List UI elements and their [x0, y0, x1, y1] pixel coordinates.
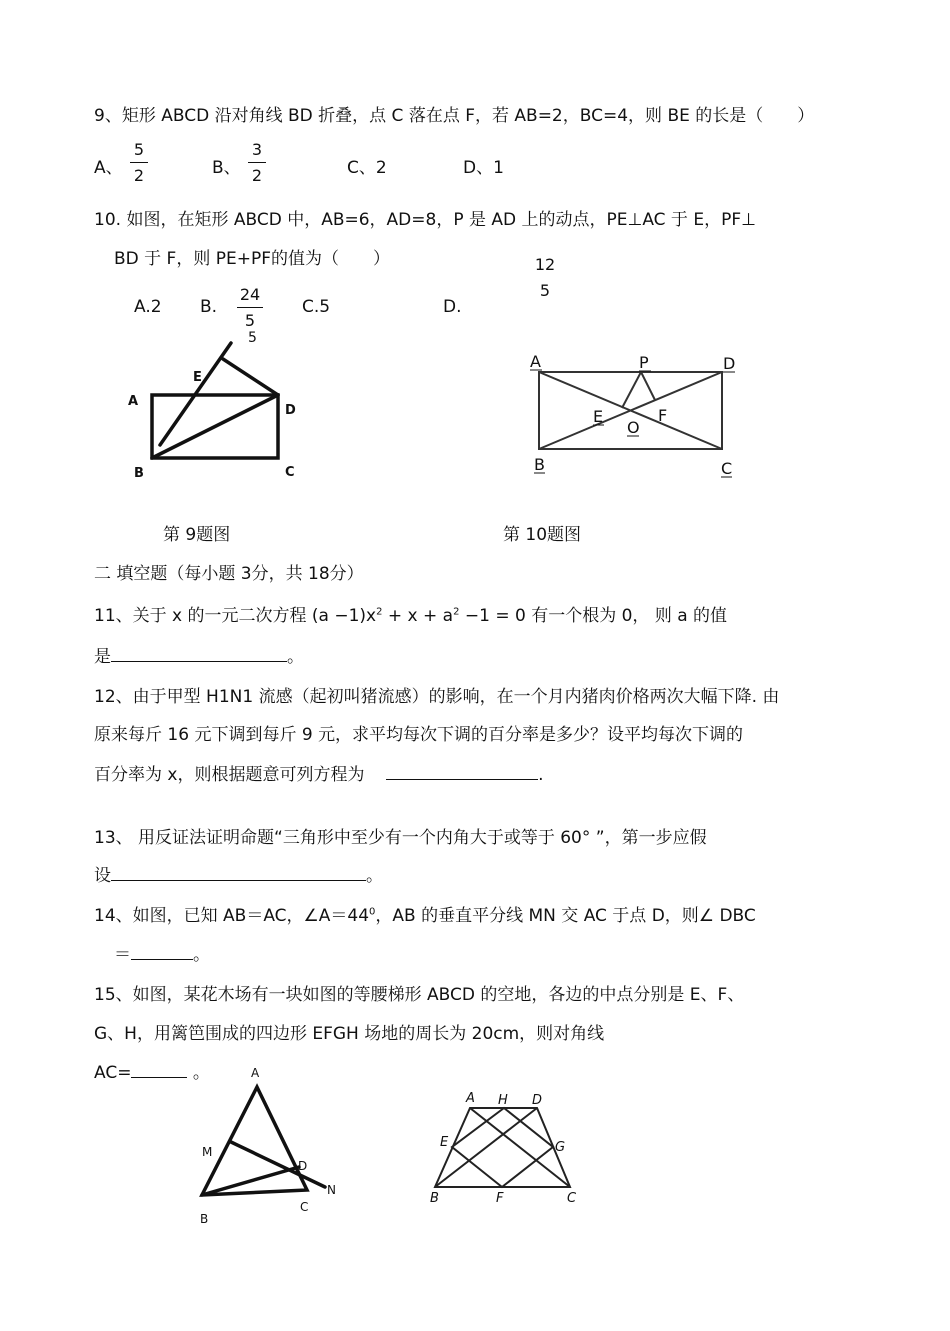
q11-exponent-1: 2: [376, 606, 383, 618]
label-f: F: [658, 406, 668, 425]
denominator: 5: [244, 311, 256, 330]
q10-option-b-fraction: [237, 285, 263, 330]
q9-option-a-label: A、: [94, 158, 123, 178]
q13-line2-text: 设: [94, 866, 111, 886]
q12-answer-blank[interactable]: [386, 779, 538, 780]
q15-line2: G、H，用篱笆围成的四边形 EFGH 场地的周长为 20cm，则对角线: [94, 1024, 605, 1044]
label-b: B: [134, 466, 144, 481]
label-a: A: [530, 352, 541, 371]
label-c: C: [285, 465, 295, 480]
label-d: D: [532, 1093, 543, 1108]
q11-line2-text: 是: [94, 647, 111, 667]
numerator: 5: [133, 140, 145, 159]
q9-option-a-fraction: [130, 140, 148, 185]
q11-prefix: 11、关于 x 的一元二次方程 (a −1)x: [94, 606, 377, 626]
numerator: 24: [239, 285, 261, 304]
q11-line1: [94, 601, 727, 626]
label-n: N: [327, 1183, 336, 1197]
q14-prefix: 14、如图，已知 AB＝AC，∠A＝44: [94, 906, 370, 926]
folded-line-fd: [223, 359, 278, 395]
q13-line2: [94, 861, 383, 886]
label-p: P: [639, 353, 649, 372]
numerator: 3: [251, 140, 263, 159]
q10-option-b-label: B.: [200, 297, 218, 317]
q9-option-b-label: B、: [212, 158, 241, 178]
label-d: D: [298, 1159, 308, 1173]
q11-suffix: −1 = 0 有一个根为 0， 则 a 的值: [459, 606, 728, 626]
q15-line3-text: AC=: [94, 1063, 132, 1083]
fraction-bar: [237, 307, 263, 308]
q12-line2: 原来每斤 16 元下调到每斤 9 元，求平均每次下调的百分率是多少？设平均每次下调的: [94, 725, 744, 745]
q14-degree: 0: [369, 906, 376, 918]
q14-line2-prefix: ＝: [114, 945, 131, 965]
figure-9: [120, 335, 320, 485]
q13-line1: 13、 用反证法证明命题“三角形中至少有一个内角大于或等于 60° ”，第一步应假: [94, 828, 707, 848]
label-c: C: [721, 459, 733, 478]
q9-stem: 9、矩形 ABCD 沿对角线 BD 折叠，点 C 落在点 F，若 AB=2，BC=4，则 BE 的长是（ ）: [94, 106, 815, 126]
q10-stem-line2: BD 于 F，则 PE+PF的值为（ ）: [114, 249, 391, 269]
q10-stray-digit: 5: [248, 330, 257, 346]
label-e: E: [440, 1135, 449, 1150]
numerator: 12: [534, 255, 556, 274]
label-h: H: [498, 1093, 508, 1108]
q15-end: 。: [187, 1063, 210, 1083]
q10-option-d-fraction: [532, 255, 558, 300]
q15-line3: [94, 1058, 210, 1083]
label-b: B: [200, 1212, 209, 1226]
q14-suffix: ，AB 的垂直平分线 MN 交 AC 于点 D，则∠ DBC: [375, 906, 756, 926]
segment-pe: [622, 372, 641, 408]
fraction-bar: [532, 277, 558, 278]
q12-end: .: [538, 765, 544, 785]
fraction-bar: [130, 162, 148, 163]
fraction-bar: [248, 162, 266, 163]
figure-9-caption: 第 9题图: [163, 525, 231, 545]
quadrilateral-efgh: [452, 1108, 553, 1187]
perpendicular-bisector-mn: [231, 1142, 325, 1187]
q10-option-c: C.5: [302, 297, 331, 317]
label-b: B: [430, 1191, 439, 1206]
figure-10: [525, 350, 745, 480]
label-a: A: [251, 1066, 260, 1080]
figure-10-caption: 第 10题图: [503, 525, 582, 545]
label-o: O: [627, 418, 640, 437]
q14-end: 。: [193, 945, 210, 965]
q9-option-b-fraction: [248, 140, 266, 185]
q11-exponent-2: 2: [453, 606, 460, 618]
q11-answer-blank[interactable]: [111, 661, 287, 662]
q10-stem-line1: 10. 如图，在矩形 ABCD 中，AB=6，AD=8，P 是 AD 上的动点，PE⊥AC 于 E，PF⊥: [94, 210, 756, 230]
label-a: A: [128, 394, 139, 409]
denominator: 2: [133, 166, 145, 185]
label-g: G: [555, 1140, 566, 1155]
q15-answer-blank[interactable]: [131, 1077, 187, 1078]
q14-line2: [114, 940, 210, 965]
q9-option-c: C、2: [347, 158, 387, 178]
figure-14: [195, 1062, 355, 1232]
section-2-title: 二 填空题（每小题 3分，共 18分）: [94, 564, 364, 584]
q11-line2: [94, 642, 304, 667]
segment-pf: [641, 372, 655, 400]
q12-line1: 12、由于甲型 H1N1 流感（起初叫猪流感）的影响，在一个月内猪肉价格两次大幅下降. 由: [94, 687, 780, 707]
label-a: A: [466, 1091, 475, 1106]
label-f: F: [496, 1191, 504, 1206]
label-d: D: [285, 403, 296, 418]
q12-line3-text: 百分率为 x，则根据题意可列方程为: [94, 765, 365, 785]
q11-middle: + x + a: [382, 606, 454, 626]
q10-option-a: A.2: [134, 297, 162, 317]
denominator: 5: [539, 281, 551, 300]
label-d: D: [723, 354, 736, 373]
q9-option-d: D、1: [463, 158, 504, 178]
q15-line1: 15、如图，某花木场有一块如图的等腰梯形 ABCD 的空地，各边的中点分别是 E、F、: [94, 985, 745, 1005]
trapezoid-abcd: [435, 1108, 570, 1187]
label-c: C: [300, 1200, 309, 1214]
q13-end: 。: [366, 866, 383, 886]
label-b: B: [534, 455, 545, 474]
q13-answer-blank[interactable]: [111, 880, 366, 881]
figure-15: [422, 1085, 597, 1215]
q10-option-d-label: D.: [443, 297, 462, 317]
denominator: 2: [251, 166, 263, 185]
q14-answer-blank[interactable]: [131, 959, 193, 960]
q14-line1: [94, 901, 756, 926]
label-e: E: [593, 407, 604, 426]
q12-line3: [94, 760, 544, 785]
label-c: C: [567, 1191, 577, 1206]
label-e: E: [193, 370, 202, 385]
label-m: M: [202, 1145, 213, 1159]
q11-end: 。: [287, 647, 304, 667]
